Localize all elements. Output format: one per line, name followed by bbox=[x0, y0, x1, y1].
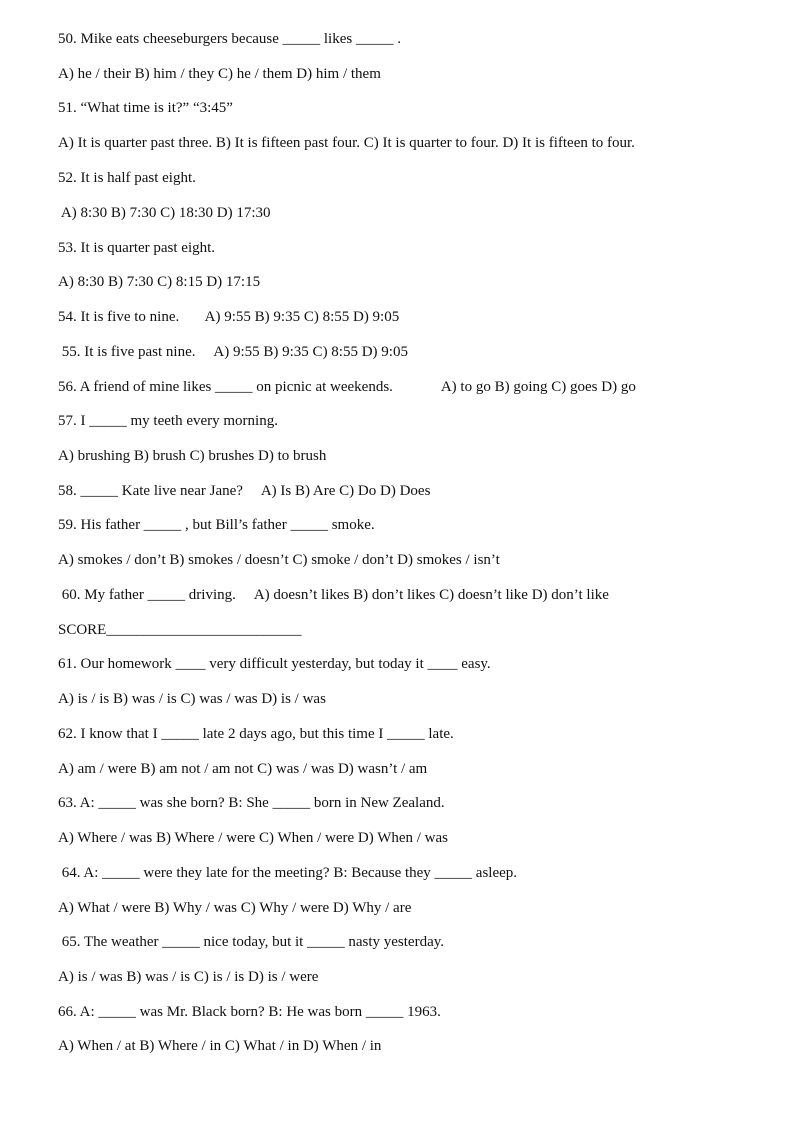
question-65-options: A) is / was B) was / is C) is / is D) is / were bbox=[58, 969, 319, 985]
question-51-options: A) It is quarter past three. B) It is fifteen past four. C) It is quarter to four. D) It is fifteen to four. bbox=[58, 135, 635, 151]
question-56: 56. A friend of mine likes _____ on picnic at weekends. A) to go B) going C) goes D) go bbox=[58, 379, 636, 395]
question-63: 63. A: _____ was she born? B: She _____ born in New Zealand. bbox=[58, 795, 445, 811]
question-51: 51. “What time is it?” “3:45” bbox=[58, 100, 233, 116]
question-61-options: A) is / is B) was / is C) was / was D) is / was bbox=[58, 691, 326, 707]
question-54: 54. It is five to nine. A) 9:55 B) 9:35 C) 8:55 D) 9:05 bbox=[58, 309, 400, 325]
question-64: 64. A: _____ were they late for the meeting? B: Because they _____ asleep. bbox=[58, 865, 518, 881]
score-line: SCORE__________________________ bbox=[58, 622, 302, 638]
question-61: 61. Our homework ____ very difficult yesterday, but today it ____ easy. bbox=[58, 656, 491, 672]
question-55: 55. It is five past nine. A) 9:55 B) 9:35 C) 8:55 D) 9:05 bbox=[58, 344, 408, 360]
question-57: 57. I _____ my teeth every morning. bbox=[58, 413, 278, 429]
question-57-options: A) brushing B) brush C) brushes D) to brush bbox=[58, 448, 327, 464]
question-53: 53. It is quarter past eight. bbox=[58, 240, 216, 256]
question-52: 52. It is half past eight. bbox=[58, 170, 196, 186]
question-50: 50. Mike eats cheeseburgers because _____ likes _____ . bbox=[58, 31, 401, 47]
question-59: 59. His father _____ , but Bill’s father _____ smoke. bbox=[58, 517, 375, 533]
question-62: 62. I know that I _____ late 2 days ago, but this time I _____ late. bbox=[58, 726, 454, 742]
question-59-options: A) smokes / don’t B) smokes / doesn’t C) smoke / don’t D) smokes / isn’t bbox=[58, 552, 500, 568]
question-66-options: A) When / at B) Where / in C) What / in D) When / in bbox=[58, 1038, 382, 1054]
question-64-options: A) What / were B) Why / was C) Why / were D) Why / are bbox=[58, 900, 412, 916]
question-50-options: A) he / their B) him / they C) he / them D) him / them bbox=[58, 66, 381, 82]
question-65: 65. The weather _____ nice today, but it _____ nasty yesterday. bbox=[58, 934, 445, 950]
question-60: 60. My father _____ driving. A) doesn’t likes B) don’t likes C) doesn’t like D) don’t like bbox=[58, 587, 609, 603]
question-58: 58. _____ Kate live near Jane? A) Is B) Are C) Do D) Does bbox=[58, 483, 431, 499]
question-63-options: A) Where / was B) Where / were C) When / were D) When / was bbox=[58, 830, 448, 846]
question-66: 66. A: _____ was Mr. Black born? B: He was born _____ 1963. bbox=[58, 1004, 441, 1020]
question-52-options: A) 8:30 B) 7:30 C) 18:30 D) 17:30 bbox=[58, 205, 271, 221]
question-53-options: A) 8:30 B) 7:30 C) 8:15 D) 17:15 bbox=[58, 274, 261, 290]
question-62-options: A) am / were B) am not / am not C) was / was D) wasn’t / am bbox=[58, 761, 428, 777]
